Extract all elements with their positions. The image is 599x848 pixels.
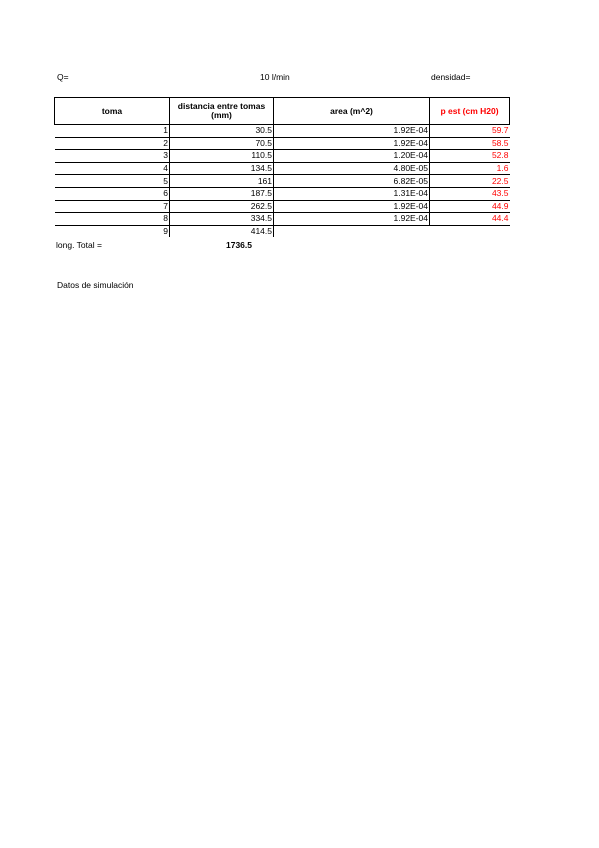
cell-distancia: 161 [170, 175, 274, 188]
cell-pest: 52.8 [430, 150, 510, 163]
cell-toma: 8 [55, 213, 170, 226]
cell-pest: 44.4 [430, 213, 510, 226]
total-length-label: long. Total = [56, 240, 102, 250]
cell-toma: 1 [55, 125, 170, 138]
table-row [55, 150, 510, 163]
cell-area: 6.82E-05 [274, 175, 430, 188]
table-row [55, 162, 510, 175]
cell-pest: 59.7 [430, 125, 510, 138]
density-label: densidad= [431, 72, 471, 82]
cell-pest: 58.5 [430, 137, 510, 150]
table-header-row [55, 98, 510, 125]
cell-area: 1.92E-04 [274, 213, 430, 226]
cell-pest [430, 225, 510, 237]
cell-area: 1.31E-04 [274, 187, 430, 200]
cell-toma: 3 [55, 150, 170, 163]
cell-distancia: 334.5 [170, 213, 274, 226]
cell-toma: 2 [55, 137, 170, 150]
cell-distancia: 414.5 [170, 225, 274, 237]
cell-area: 1.20E-04 [274, 150, 430, 163]
cell-toma: 7 [55, 200, 170, 213]
table-row [55, 125, 510, 138]
cell-distancia: 30.5 [170, 125, 274, 138]
header-area: area (m^2) [274, 98, 430, 125]
table-row [55, 187, 510, 200]
table-row [55, 225, 510, 237]
flow-value: 10 l/min [260, 72, 290, 82]
cell-distancia: 134.5 [170, 162, 274, 175]
cell-area: 1.92E-04 [274, 137, 430, 150]
cell-area [274, 225, 430, 237]
flow-label: Q= [57, 72, 69, 82]
pressure-data-table [54, 97, 510, 237]
cell-pest: 44.9 [430, 200, 510, 213]
header-toma: toma [55, 98, 170, 125]
cell-pest: 22.5 [430, 175, 510, 188]
header-pest: p est (cm H20) [430, 98, 510, 125]
cell-area: 4.80E-05 [274, 162, 430, 175]
simulation-data-heading: Datos de simulación [57, 280, 134, 290]
table-row [55, 200, 510, 213]
cell-distancia: 110.5 [170, 150, 274, 163]
cell-distancia: 187.5 [170, 187, 274, 200]
cell-area: 1.92E-04 [274, 125, 430, 138]
cell-pest: 1.6 [430, 162, 510, 175]
table-row [55, 137, 510, 150]
cell-pest: 43.5 [430, 187, 510, 200]
total-length-value: 1736.5 [226, 240, 252, 250]
cell-toma: 9 [55, 225, 170, 237]
header-distancia: distancia entre tomas (mm) [170, 98, 274, 125]
table-row [55, 213, 510, 226]
cell-toma: 5 [55, 175, 170, 188]
cell-area: 1.92E-04 [274, 200, 430, 213]
cell-distancia: 262.5 [170, 200, 274, 213]
cell-toma: 4 [55, 162, 170, 175]
cell-distancia: 70.5 [170, 137, 274, 150]
table-row [55, 175, 510, 188]
cell-toma: 6 [55, 187, 170, 200]
